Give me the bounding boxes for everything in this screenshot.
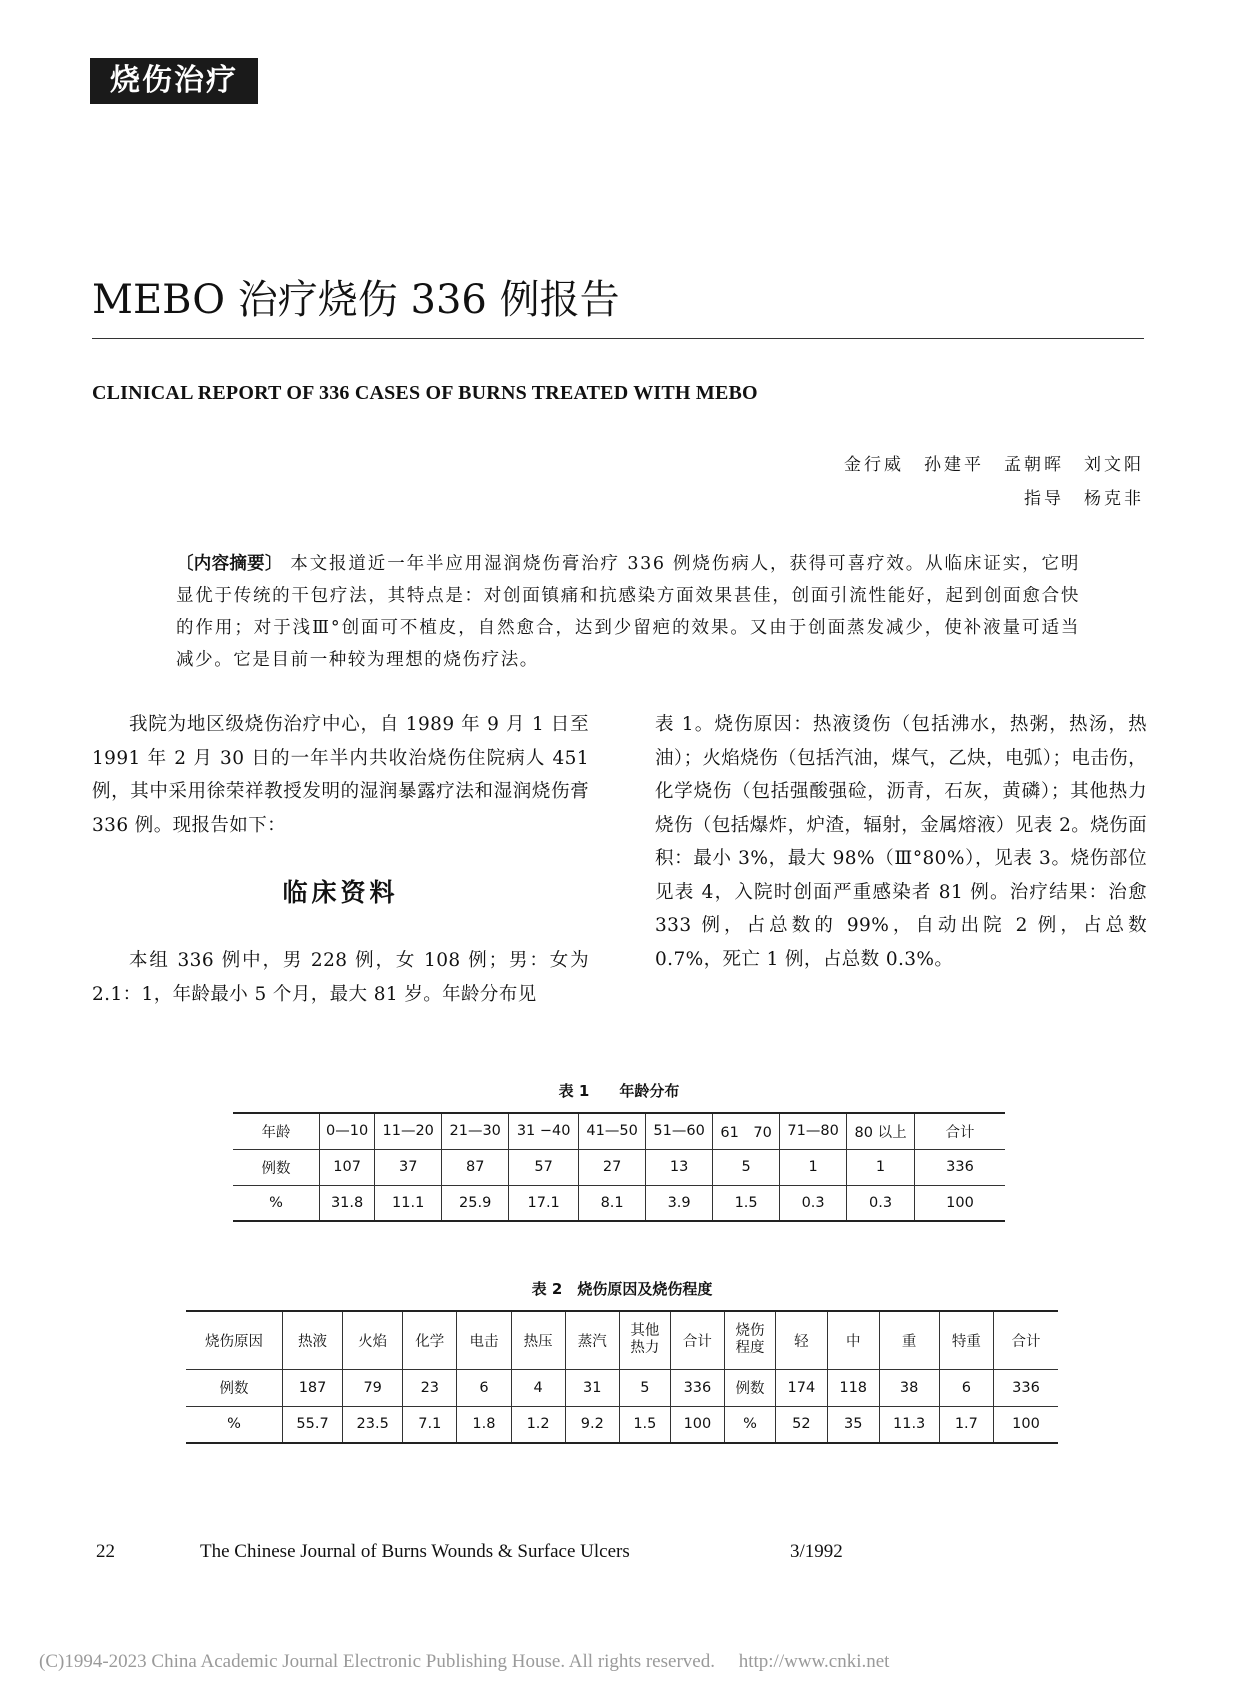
table-cell: 80 以上 xyxy=(847,1113,915,1149)
table-cell: 中 xyxy=(827,1311,879,1369)
table-cell: 57 xyxy=(509,1149,579,1185)
table-cell: 55.7 xyxy=(283,1406,343,1443)
table-cell: 71—80 xyxy=(780,1113,847,1149)
table-cell: 37 xyxy=(375,1149,442,1185)
table-cell: 年龄 xyxy=(233,1113,320,1149)
title-divider xyxy=(92,338,1144,339)
table-cell: 31 xyxy=(565,1369,619,1406)
table1-caption: 表 1 年龄分布 xyxy=(558,1082,680,1100)
table-cell: 热压 xyxy=(511,1311,565,1369)
table-cell: 35 xyxy=(827,1406,879,1443)
table-cell: 17.1 xyxy=(509,1185,579,1221)
table-cell: % xyxy=(233,1185,320,1221)
table-cell: 7.1 xyxy=(403,1406,457,1443)
article-title: MEBO 治疗烧伤 336 例报告 xyxy=(92,277,620,323)
table-cell: 61 70 xyxy=(713,1113,780,1149)
table-cell: 0.3 xyxy=(847,1185,915,1221)
table-cell: 13 xyxy=(646,1149,713,1185)
table-cell: 1.5 xyxy=(713,1185,780,1221)
table-cell xyxy=(619,1311,670,1369)
clinical-paragraph: 本组 336 例中，男 228 例，女 108 例；男：女为 2.1：1，年龄最小 5 个月，最大 81 岁。年龄分布见 xyxy=(92,950,589,1005)
abstract xyxy=(176,548,1080,676)
right-column-paragraph: 表 1。烧伤原因：热液烫伤（包括沸水，热粥，热汤，热油）；火焰烧伤（包括汽油，煤气，乙炔，电弧）；电击伤，化学烧伤（包括强酸强硷，沥青，石灰，黄磷）；其他热力烧伤（包括爆炸，炉渣，辐射，金属熔液）见表 2。烧伤面积：最小 3%，最大 98%（Ⅲ°80%），见表 3。烧伤部位见表 4，入院时创面严重感染者 81 例。治疗结果：治愈 333 例，占总数的 99%，自动出院 2 例，占总数 0.7%，死亡 1 例，占总数 0.3%。 xyxy=(655,714,1147,970)
table-cell: 特重 xyxy=(939,1311,993,1369)
table-cell: 合计 xyxy=(915,1113,1006,1149)
table-cell xyxy=(725,1311,776,1369)
table-cell: 例数 xyxy=(233,1149,320,1185)
table-cell: 336 xyxy=(994,1369,1059,1406)
table-cell: 100 xyxy=(670,1406,724,1443)
table-cell: % xyxy=(186,1406,283,1443)
table-cell: 174 xyxy=(776,1369,828,1406)
abstract-label: 〔内容摘要〕 xyxy=(176,554,283,574)
section-heading: 临床资料 xyxy=(282,878,399,907)
table-cell: 107 xyxy=(320,1149,375,1185)
table-cell: 27 xyxy=(579,1149,646,1185)
issue-number: 3/1992 xyxy=(790,1541,843,1562)
table-cell: 烧伤原因 xyxy=(186,1311,283,1369)
table-cell: 火焰 xyxy=(343,1311,403,1369)
table-cell: 5 xyxy=(619,1369,670,1406)
table-cell: 118 xyxy=(827,1369,879,1406)
table-cell: 52 xyxy=(776,1406,828,1443)
table-cell: 51—60 xyxy=(646,1113,713,1149)
table-cell: 6 xyxy=(939,1369,993,1406)
table-cell: 电击 xyxy=(457,1311,511,1369)
table-cell: 8.1 xyxy=(579,1185,646,1221)
table-cell: 轻 xyxy=(776,1311,828,1369)
table-cell: 蒸汽 xyxy=(565,1311,619,1369)
table-row xyxy=(233,1149,1005,1185)
left-column-clinical xyxy=(92,944,589,1011)
table2-caption: 表 2 烧伤原因及烧伤程度 xyxy=(531,1280,713,1298)
journal-name: The Chinese Journal of Burns Wounds & Surface Ulcers xyxy=(200,1541,630,1562)
section-tag: 烧伤治疗 xyxy=(90,58,258,104)
table-row xyxy=(233,1185,1005,1221)
table-cell: 6 xyxy=(457,1369,511,1406)
stacked-header: 烧伤程度 xyxy=(735,1323,765,1357)
table-cell: 23.5 xyxy=(343,1406,403,1443)
english-title: CLINICAL REPORT OF 336 CASES OF BURNS TREATED WITH MEBO xyxy=(92,382,758,404)
table-cell: 1.8 xyxy=(457,1406,511,1443)
table-cell: 79 xyxy=(343,1369,403,1406)
table-cell: 336 xyxy=(670,1369,724,1406)
table-cell: 热液 xyxy=(283,1311,343,1369)
table-cell: 11—20 xyxy=(375,1113,442,1149)
table1-age-distribution xyxy=(233,1112,1005,1222)
intro-paragraph: 我院为地区级烧伤治疗中心，自 1989 年 9 月 1 日至 1991 年 2 月 30 日的一年半内共收治烧伤住院病人 451 例，其中采用徐荣祥教授发明的湿润暴露疗法和湿润烧伤膏 336 例。现报告如下： xyxy=(92,714,589,836)
table-cell: 38 xyxy=(879,1369,939,1406)
table-cell: 87 xyxy=(442,1149,509,1185)
table-cell: 11.3 xyxy=(879,1406,939,1443)
table-cell: 4 xyxy=(511,1369,565,1406)
table-cell: 187 xyxy=(283,1369,343,1406)
table-cell: 11.1 xyxy=(375,1185,442,1221)
table-cell: 1.7 xyxy=(939,1406,993,1443)
table-row xyxy=(186,1311,1058,1369)
table-cell: 100 xyxy=(915,1185,1006,1221)
table-cell: 0—10 xyxy=(320,1113,375,1149)
table-cell: 100 xyxy=(994,1406,1059,1443)
table-cell: 9.2 xyxy=(565,1406,619,1443)
table-cell: 合计 xyxy=(670,1311,724,1369)
table-cell: % xyxy=(725,1406,776,1443)
table-cell: 21—30 xyxy=(442,1113,509,1149)
left-column-intro xyxy=(92,708,589,842)
table-cell: 1.2 xyxy=(511,1406,565,1443)
table-cell: 336 xyxy=(915,1149,1006,1185)
table-cell: 重 xyxy=(879,1311,939,1369)
table2-burn-cause-severity xyxy=(186,1310,1058,1444)
table-cell: 31.8 xyxy=(320,1185,375,1221)
table-cell: 5 xyxy=(713,1149,780,1185)
table-row xyxy=(186,1369,1058,1406)
table-row xyxy=(186,1406,1058,1443)
table-cell: 1 xyxy=(780,1149,847,1185)
authors: 金行威 孙建平 孟朝晖 刘文阳 xyxy=(844,455,1144,475)
table-cell: 例数 xyxy=(725,1369,776,1406)
table-cell: 1 xyxy=(847,1149,915,1185)
table-cell: 3.9 xyxy=(646,1185,713,1221)
table-cell: 例数 xyxy=(186,1369,283,1406)
table-row xyxy=(233,1113,1005,1149)
table-cell: 23 xyxy=(403,1369,457,1406)
copyright-notice: (C)1994-2023 China Academic Journal Electronic Publishing House. All rights reserved. http://www.cnki.net xyxy=(39,1651,890,1672)
page-number: 22 xyxy=(96,1541,115,1562)
table-cell: 化学 xyxy=(403,1311,457,1369)
table-cell: 0.3 xyxy=(780,1185,847,1221)
table-cell: 合计 xyxy=(994,1311,1059,1369)
advisor: 指导 杨克非 xyxy=(1024,489,1144,509)
abstract-text: 本文报道近一年半应用湿润烧伤膏治疗 336 例烧伤病人，获得可喜疗效。从临床证实，它明显优于传统的干包疗法，其特点是：对创面镇痛和抗感染方面效果甚佳，创面引流性能好，起到创面愈合快的作用；对于浅Ⅲ°创面可不植皮，自然愈合，达到少留疤的效果。又由于创面蒸发减少，使补液量可适当减少。它是目前一种较为理想的烧伤疗法。 xyxy=(176,554,1080,670)
table-cell: 1.5 xyxy=(619,1406,670,1443)
table-cell: 25.9 xyxy=(442,1185,509,1221)
table-cell: 31 −40 xyxy=(509,1113,579,1149)
stacked-header: 其他热力 xyxy=(630,1323,660,1357)
table-cell: 41—50 xyxy=(579,1113,646,1149)
right-column xyxy=(655,708,1147,976)
